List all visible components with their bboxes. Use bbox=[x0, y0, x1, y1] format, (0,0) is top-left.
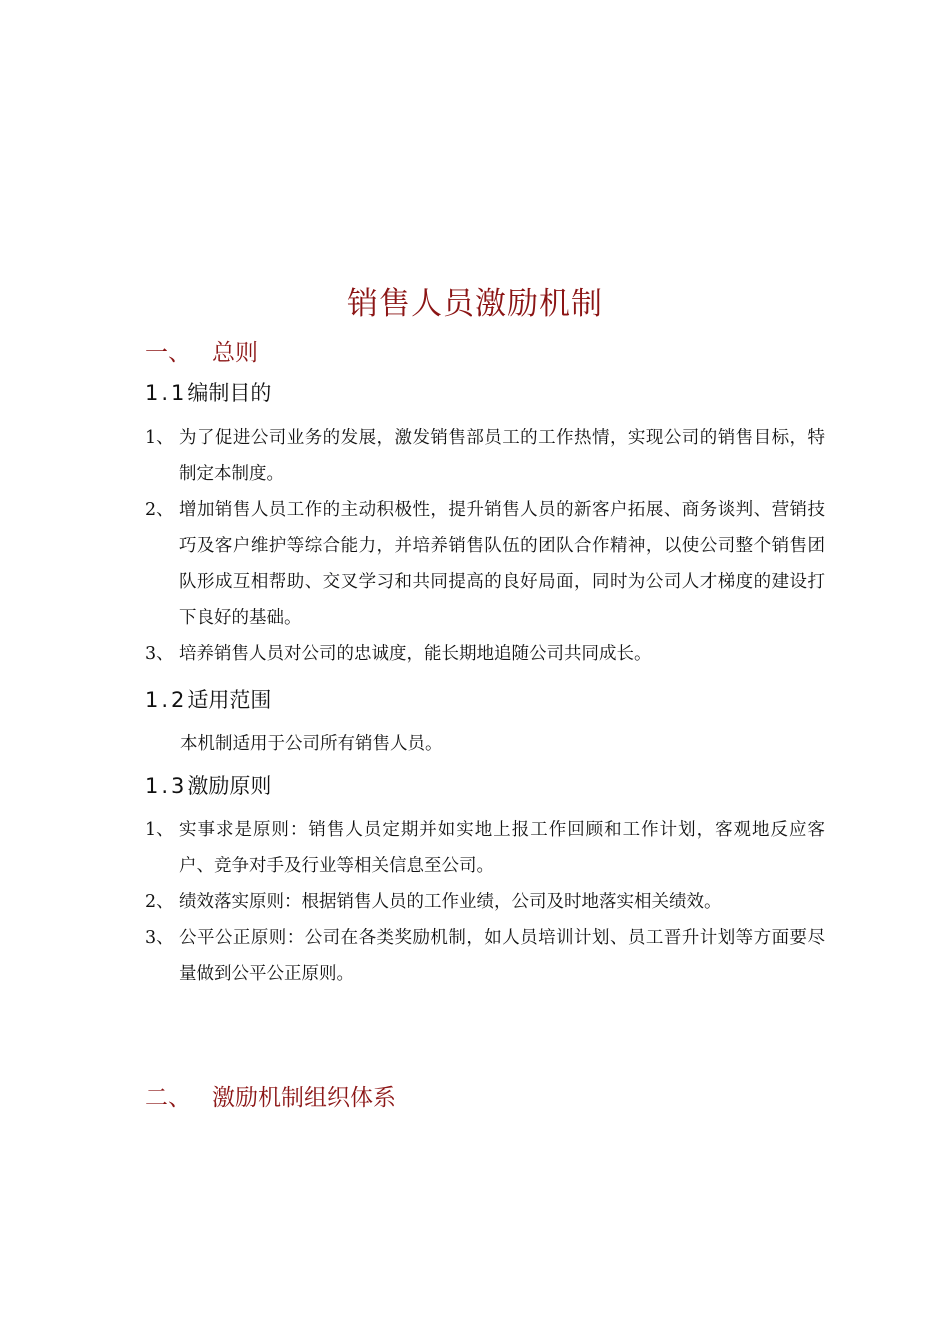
list-item-text: 绩效落实原则：根据销售人员的工作业绩，公司及时地落实相关绩效。 bbox=[179, 892, 722, 912]
section-title: 激励机制组织体系 bbox=[212, 1085, 396, 1111]
list-item bbox=[145, 420, 825, 492]
section-number: 二、 bbox=[145, 1085, 191, 1111]
subsection-number: 1.3 bbox=[145, 774, 188, 798]
list-item bbox=[145, 812, 825, 884]
subsection-heading-1-2 bbox=[145, 684, 271, 714]
list-item-text: 增加销售人员工作的主动积极性，提升销售人员的新客户拓展、商务谈判、营销技巧及客户维护等综合能力，并培养销售队伍的团队合作精神，以使公司整个销售团队形成互相帮助、交叉学习和共同提高的良好局面，同时为公司人才梯度的建设打下良好的基础。 bbox=[179, 500, 825, 628]
list-item bbox=[145, 920, 825, 992]
list-marker: 2、 bbox=[145, 892, 174, 912]
principles-list bbox=[145, 812, 825, 992]
section-title: 总则 bbox=[212, 340, 258, 366]
subsection-heading-1-1 bbox=[145, 377, 271, 407]
section-heading-1 bbox=[145, 334, 258, 367]
list-item bbox=[145, 636, 825, 672]
subsection-title: 适用范围 bbox=[187, 688, 272, 712]
scope-paragraph: 本机制适用于公司所有销售人员。 bbox=[180, 734, 443, 754]
list-item-text: 实事求是原则：销售人员定期并如实地上报工作回顾和工作计划，客观地反应客户、竞争对手及行业等相关信息至公司。 bbox=[179, 820, 825, 876]
section-heading-2 bbox=[145, 1079, 396, 1112]
subsection-heading-1-3 bbox=[145, 770, 271, 800]
list-item bbox=[145, 492, 825, 636]
list-marker: 2、 bbox=[145, 500, 174, 520]
subsection-number: 1.1 bbox=[145, 381, 188, 405]
list-item-text: 为了促进公司业务的发展，激发销售部员工的工作热情，实现公司的销售目标，特制定本制度。 bbox=[179, 428, 825, 484]
purpose-list bbox=[145, 420, 825, 672]
subsection-title: 激励原则 bbox=[187, 774, 272, 798]
subsection-number: 1.2 bbox=[145, 688, 188, 712]
list-item-text: 培养销售人员对公司的忠诚度，能长期地追随公司共同成长。 bbox=[179, 644, 652, 664]
list-item-text: 公平公正原则：公司在各类奖励机制，如人员培训计划、员工晋升计划等方面要尽量做到公平公正原则。 bbox=[179, 928, 825, 984]
list-marker: 3、 bbox=[145, 644, 174, 664]
section-number: 一、 bbox=[145, 340, 191, 366]
document-title: 销售人员激励机制 bbox=[347, 286, 603, 322]
subsection-title: 编制目的 bbox=[187, 381, 272, 405]
list-marker: 3、 bbox=[145, 928, 174, 948]
list-marker: 1、 bbox=[145, 428, 174, 448]
list-item bbox=[145, 884, 825, 920]
list-marker: 1、 bbox=[145, 820, 174, 840]
